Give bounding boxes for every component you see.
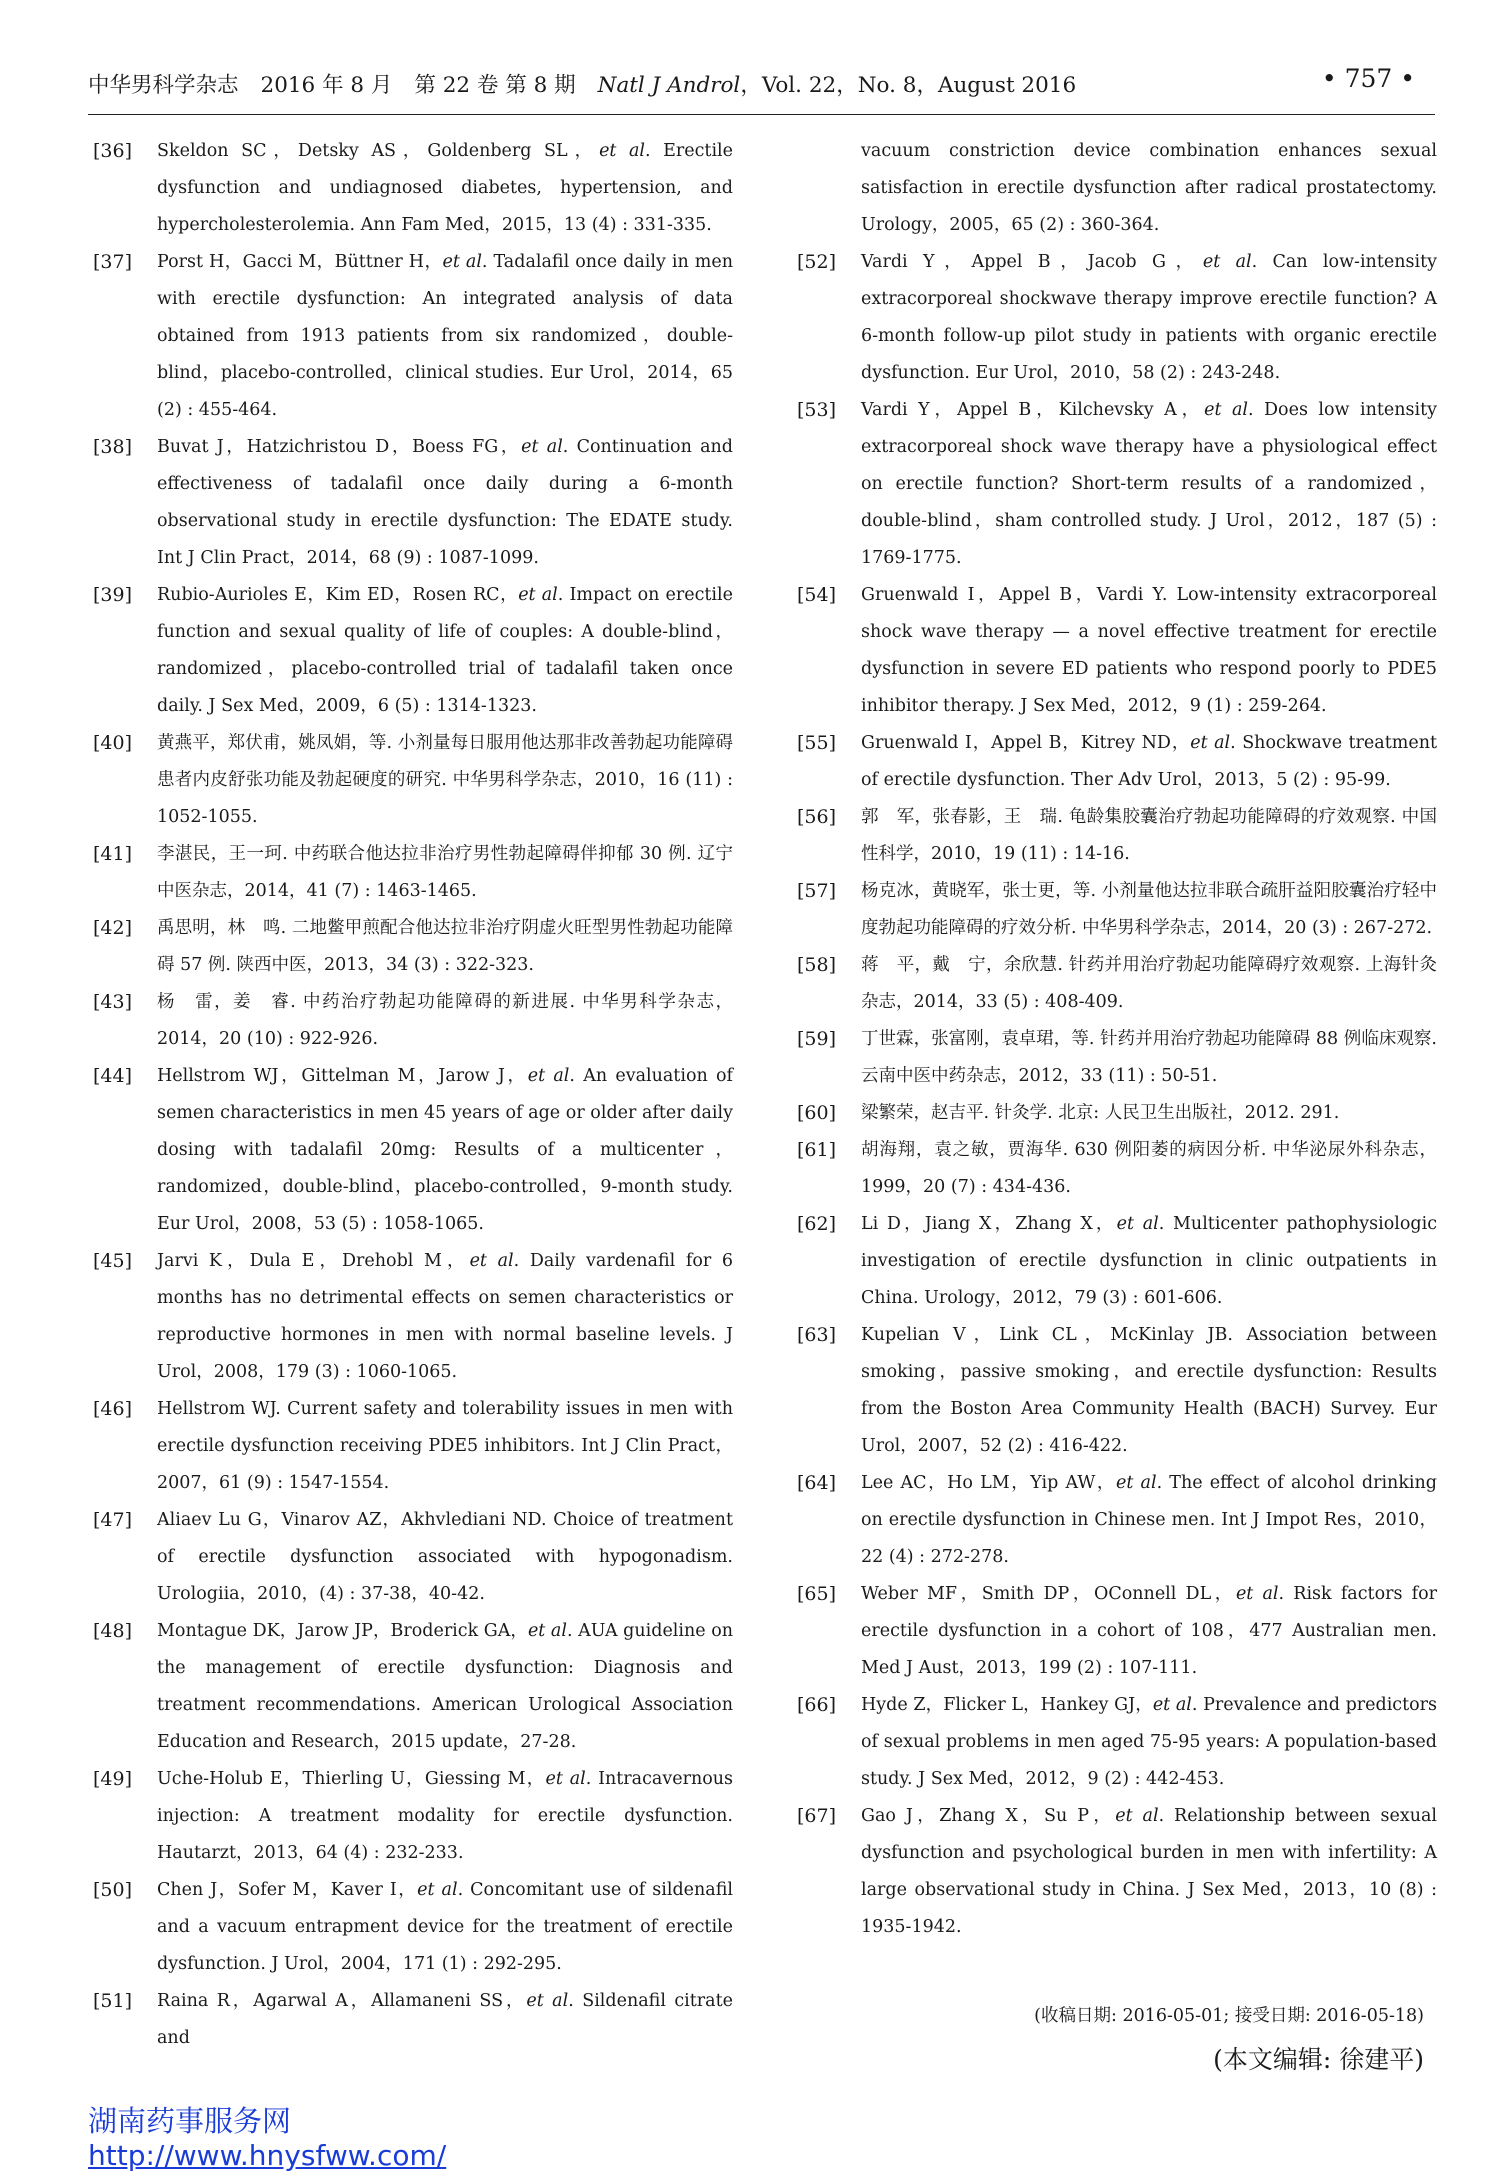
reference-number: [44] [93, 1065, 133, 1087]
reference-text: Vardi Y，Appel B，Jacob G， [861, 252, 1203, 272]
reference-item [797, 725, 1437, 799]
reference-text-rest: . Can low-intensity extracorporeal shockwave therapy improve erectile function? A 6-month follow-up pilot study in patients with organic erectile dysfunction. Eur Urol，2010，58 (2) : 243-248. [861, 252, 1437, 383]
reference-text: Gao J，Zhang X，Su P， [861, 1806, 1116, 1826]
watermark-site-name: 湖南药事服务网 [88, 2104, 292, 2138]
reference-number: [55] [797, 732, 837, 754]
reference-item [797, 1095, 1437, 1132]
reference-text-rest: . Daily vardenafil for 6 months has no detrimental effects on semen characteristics or reproductive hormones in men with normal baseline levels. J Urol，2008，179 (3) : 1060-1065. [157, 1251, 734, 1382]
reference-number: [39] [93, 584, 133, 606]
reference-text-rest: . Continuation and effectiveness of tadalafil once daily during a 6-month observational study in erectile dysfunction: The EDATE study. Int J Clin Pract，2014，68 (9) : 1087-1099. [157, 437, 733, 568]
reference-text: Gruenwald I，Appel B，Vardi Y. Low-intensity extracorporeal shock wave therapy — a novel effective treatment for erectile dysfunction in severe ED patients who respond poorly to PDE5 inhibitor therapy. J Sex Med，2012，9 (1) : 259-264. [861, 585, 1437, 716]
reference-text-rest: . Tadalafil once daily in men with erectile dysfunction: An integrated analysis of data obtained from 1913 patients from six randomized，double-blind，placebo-controlled，clinical studies. Eur Urol，2014，65 (2) : 455-464. [157, 252, 734, 420]
reference-number: [58] [797, 954, 837, 976]
reference-number: [64] [797, 1472, 837, 1494]
received-accepted-dates: (收稿日期: 2016-05-01; 接受日期: 2016-05-18) [1034, 2006, 1424, 2026]
volume-cn: 第 22 卷 第 8 期 [414, 73, 576, 98]
reference-text: Lee AC，Ho LM，Yip AW， [861, 1473, 1117, 1493]
reference-item [797, 1798, 1437, 1946]
reference-text: Gruenwald I，Appel B，Kitrey ND， [861, 733, 1191, 753]
reference-text: 胡海翔，袁之敏，贾海华. 630 例阳萎的病因分析. 中华泌尿外科杂志，1999，20 (7) : 434-436. [861, 1140, 1437, 1197]
reference-et-al: et al [518, 585, 558, 605]
reference-et-al: et al [1202, 252, 1252, 272]
reference-text-rest: . Shockwave treatment of erectile dysfunction. Ther Adv Urol，2013，5 (2) : 95-99. [861, 733, 1437, 790]
reference-text-rest: . The effect of alcohol drinking on erectile dysfunction in Chinese men. Int J Impot Res，2010，22 (4) : 272-278. [861, 1473, 1437, 1567]
reference-item [93, 836, 733, 910]
reference-text: 丁世霖，张富刚，袁卓珺，等. 针药并用治疗勃起功能障碍 88 例临床观察. 云南中医中药杂志，2012，33 (11) : 50-51. [861, 1029, 1437, 1086]
reference-number: [52] [797, 251, 837, 273]
reference-et-al: et al [469, 1251, 514, 1271]
reference-number: [49] [93, 1768, 133, 1790]
reference-text: 李湛民，王一珂. 中药联合他达拉非治疗男性勃起障碍伴抑郁 30 例. 辽宁中医杂志，2014，41 (7) : 1463-1465. [157, 844, 733, 901]
reference-number: [48] [93, 1620, 133, 1642]
reference-item [93, 429, 733, 577]
reference-text-rest: . Concomitant use of sildenafil and a vacuum entrapment device for the treatment of erectile dysfunction. J Urol，2004，171 (1) : 292-295. [157, 1880, 734, 1974]
reference-item [797, 1576, 1437, 1687]
reference-item [797, 873, 1437, 947]
issue-date-cn: 2016 年 8 月 [260, 73, 393, 98]
reference-number: [36] [93, 140, 133, 162]
reference-number: [62] [797, 1213, 837, 1235]
reference-text: 梁繁荣，赵吉平. 针灸学. 北京: 人民卫生出版社，2012. 291. [861, 1103, 1340, 1123]
reference-item [797, 1021, 1437, 1095]
reference-text: Skeldon SC，Detsky AS，Goldenberg SL， [157, 141, 600, 161]
running-header [88, 64, 1435, 115]
reference-et-al: et al [1116, 1214, 1159, 1234]
reference-item [93, 984, 733, 1058]
reference-number: [41] [93, 843, 133, 865]
reference-text-rest: . Prevalence and predictors of sexual problems in men aged 75-95 years: A population-based study. J Sex Med，2012，9 (2) : 442-453. [861, 1695, 1438, 1789]
reference-number: [66] [797, 1694, 837, 1716]
reference-item [797, 1132, 1437, 1206]
reference-number: [67] [797, 1805, 837, 1827]
reference-text: vacuum constriction device combination enhances sexual satisfaction in erectile dysfunction after radical prostatectomy. Urology，2005，65 (2) : 360-364. [861, 141, 1437, 235]
reference-number: [38] [93, 436, 133, 458]
reference-item [797, 947, 1437, 1021]
reference-item [797, 1206, 1437, 1317]
reference-item [93, 1983, 733, 2057]
reference-text: Porst H，Gacci M，Büttner H， [157, 252, 443, 272]
reference-text-rest: . An evaluation of semen characteristics in men 45 years of age or older after daily dosing with tadalafil 20mg: Results of a multicenter，randomized，double-blind，placebo-controlled，9-month study. Eur Urol，2008，53 (5) : 1058-1065. [157, 1066, 733, 1234]
reference-item [93, 1872, 733, 1983]
reference-item [797, 577, 1437, 725]
reference-et-al: et al [1190, 733, 1231, 753]
reference-et-al: et al [521, 437, 563, 457]
citation-en: ，Vol. 22，No. 8，August 2016 [740, 73, 1077, 98]
reference-number: [42] [93, 917, 133, 939]
reference-item [93, 1613, 733, 1761]
reference-number: [46] [93, 1398, 133, 1420]
reference-et-al: et al [442, 252, 482, 272]
reference-et-al: et al [527, 1621, 567, 1641]
reference-text: Raina R，Agarwal A，Allamaneni SS， [157, 1991, 527, 2011]
reference-item [93, 133, 733, 244]
reference-et-al: et al [417, 1880, 458, 1900]
reference-number: [43] [93, 991, 133, 1013]
reference-number: [56] [797, 806, 837, 828]
page-number: • 757 • [1321, 64, 1415, 93]
reference-item [797, 1317, 1437, 1465]
reference-text: Kupelian V，Link CL，McKinlay JB. Association between smoking，passive smoking，and erectile dysfunction: Results from the Boston Area Community Health (BACH) Survey. Eur Urol，2007，52 (2) : 416-422. [861, 1325, 1437, 1456]
reference-item [797, 1687, 1437, 1798]
reference-et-al: et al [1152, 1695, 1192, 1715]
reference-text: 杨 雷，姜 睿. 中药治疗勃起功能障碍的新进展. 中华男科学杂志，2014，20 (10) : 922-926. [157, 992, 733, 1049]
reference-item [93, 1391, 733, 1502]
reference-number: [63] [797, 1324, 837, 1346]
reference-text: 郭 军，张春影，王 瑞. 龟龄集胶囊治疗勃起功能障碍的疗效观察. 中国性科学，2010，19 (11) : 14-16. [861, 807, 1437, 864]
reference-text: Li D，Jiang X，Zhang X， [861, 1214, 1117, 1234]
reference-text: Jarvi K，Dula E，Drehobl M， [157, 1251, 470, 1271]
reference-et-al: et al [1204, 400, 1248, 420]
reference-item [93, 910, 733, 984]
reference-item [93, 1058, 733, 1243]
reference-text: Hyde Z，Flicker L，Hankey GJ， [861, 1695, 1153, 1715]
article-editor: (本文编辑: 徐建平) [1213, 2045, 1424, 2074]
reference-text: 禹思明，林 鸣. 二地鳖甲煎配合他达拉非治疗阴虚火旺型男性勃起功能障碍 57 例. 陕西中医，2013，34 (3) : 322-323. [157, 918, 733, 975]
reference-text-rest: . Does low intensity extracorporeal shock wave therapy have a physiological effect on erectile function? Short-term results of a randomized，double-blind，sham controlled study. J Urol，2012，187 (5) : 1769-1775. [861, 400, 1437, 568]
journal-title-cn: 中华男科学杂志 [88, 73, 239, 98]
reference-et-al: et al [545, 1769, 586, 1789]
watermark [88, 2103, 446, 2173]
reference-text: Hellstrom WJ. Current safety and tolerability issues in men with erectile dysfunction receiving PDE5 inhibitors. Int J Clin Pract，2007，61 (9) : 1547-1554. [157, 1399, 733, 1493]
reference-column-right [797, 133, 1437, 1946]
reference-item [93, 577, 733, 725]
reference-number: [65] [797, 1583, 837, 1605]
reference-item [797, 244, 1437, 392]
reference-item [93, 1761, 733, 1872]
reference-text: Aliaev Lu G，Vinarov AZ，Akhvlediani ND. Choice of treatment of erectile dysfunction associated with hypogonadism. Urologiia，2010，(4) : 37-38，40-42. [157, 1510, 733, 1604]
reference-et-al: et al [1116, 1473, 1157, 1493]
reference-item [797, 1465, 1437, 1576]
reference-et-al: et al [1235, 1584, 1279, 1604]
reference-text-rest: . Multicenter pathophysiologic investigation of erectile dysfunction in clinic outpatients in China. Urology，2012，79 (3) : 601-606. [861, 1214, 1438, 1308]
reference-number: [54] [797, 584, 837, 606]
reference-text: Buvat J，Hatzichristou D，Boess FG， [157, 437, 522, 457]
reference-column-left [93, 133, 733, 2057]
reference-text-rest: . AUA guideline on the management of erectile dysfunction: Diagnosis and treatment recommendations. American Urological Association Education and Research，2015 update，27-28. [157, 1621, 734, 1752]
reference-text-rest: . Risk factors for erectile dysfunction in a cohort of 108，477 Australian men. Med J Aust，2013，199 (2) : 107-111. [861, 1584, 1438, 1678]
reference-text: Chen J，Sofer M，Kaver I， [157, 1880, 418, 1900]
reference-number: [61] [797, 1139, 837, 1161]
reference-text: Vardi Y，Appel B，Kilchevsky A， [861, 400, 1205, 420]
reference-text: Uche-Holub E，Thierling U，Giessing M， [157, 1769, 546, 1789]
reference-number: [40] [93, 732, 133, 754]
reference-item [93, 244, 733, 429]
reference-text-rest: . Erectile dysfunction and undiagnosed diabetes, hypertension, and hypercholesterolemia. Ann Fam Med，2015，13 (4) : 331-335. [157, 141, 733, 235]
reference-text-rest: . Relationship between sexual dysfunction and psychological burden in men with infertility: A large observational study in China. J Sex Med，2013，10 (8) : 1935-1942. [861, 1806, 1437, 1937]
reference-text-rest: . Intracavernous injection: A treatment modality for erectile dysfunction. Hautarzt，2013，64 (4) : 232-233. [157, 1769, 734, 1863]
reference-et-al: et al [527, 1066, 570, 1086]
journal-title-en: Natl J Androl [597, 73, 741, 98]
reference-text: Hellstrom WJ，Gittelman M，Jarow J， [157, 1066, 528, 1086]
reference-number: [51] [93, 1990, 133, 2012]
reference-et-al: et al [599, 141, 646, 161]
reference-text: Rubio-Aurioles E，Kim ED，Rosen RC， [157, 585, 519, 605]
reference-et-al: et al [1115, 1806, 1159, 1826]
reference-et-al: et al [526, 1991, 569, 2011]
header-citation [88, 68, 1076, 99]
reference-number: [50] [93, 1879, 133, 1901]
reference-number: [59] [797, 1028, 837, 1050]
reference-number: [47] [93, 1509, 133, 1531]
watermark-url-link[interactable]: http://www.hnysfww.com/ [88, 2139, 447, 2172]
reference-item [797, 133, 1437, 244]
reference-item [93, 1243, 733, 1391]
reference-number: [45] [93, 1250, 133, 1272]
reference-number: [60] [797, 1102, 837, 1124]
reference-number: [37] [93, 251, 133, 273]
reference-number: [53] [797, 399, 837, 421]
reference-text: 杨克冰，黄晓军，张士更，等. 小剂量他达拉非联合疏肝益阳胶囊治疗轻中度勃起功能障碍的疗效分析. 中华男科学杂志，2014，20 (3) : 267-272. [861, 881, 1437, 938]
reference-text: 黄燕平，郑伏甫，姚凤娟，等. 小剂量每日服用他达那非改善勃起功能障碍患者内皮舒张功能及勃起硬度的研究. 中华男科学杂志，2010，16 (11) : 1052-1055. [157, 733, 733, 827]
reference-item [93, 1502, 733, 1613]
reference-text: Weber MF，Smith DP，OConnell DL， [861, 1584, 1236, 1604]
reference-item [93, 725, 733, 836]
reference-text-rest: . Impact on erectile function and sexual quality of life of couples: A double-blind，randomized，placebo-controlled trial of tadalafil taken once daily. J Sex Med，2009，6 (5) : 1314-1323. [157, 585, 733, 716]
reference-text: 蒋 平，戴 宁，余欣慧. 针药并用治疗勃起功能障碍疗效观察. 上海针灸杂志，2014，33 (5) : 408-409. [861, 955, 1437, 1012]
reference-item [797, 799, 1437, 873]
reference-text: Montague DK，Jarow JP，Broderick GA， [157, 1621, 528, 1641]
reference-text-rest: . Sildenafil citrate and [157, 1991, 734, 2048]
reference-item [797, 392, 1437, 577]
reference-number: [57] [797, 880, 837, 902]
